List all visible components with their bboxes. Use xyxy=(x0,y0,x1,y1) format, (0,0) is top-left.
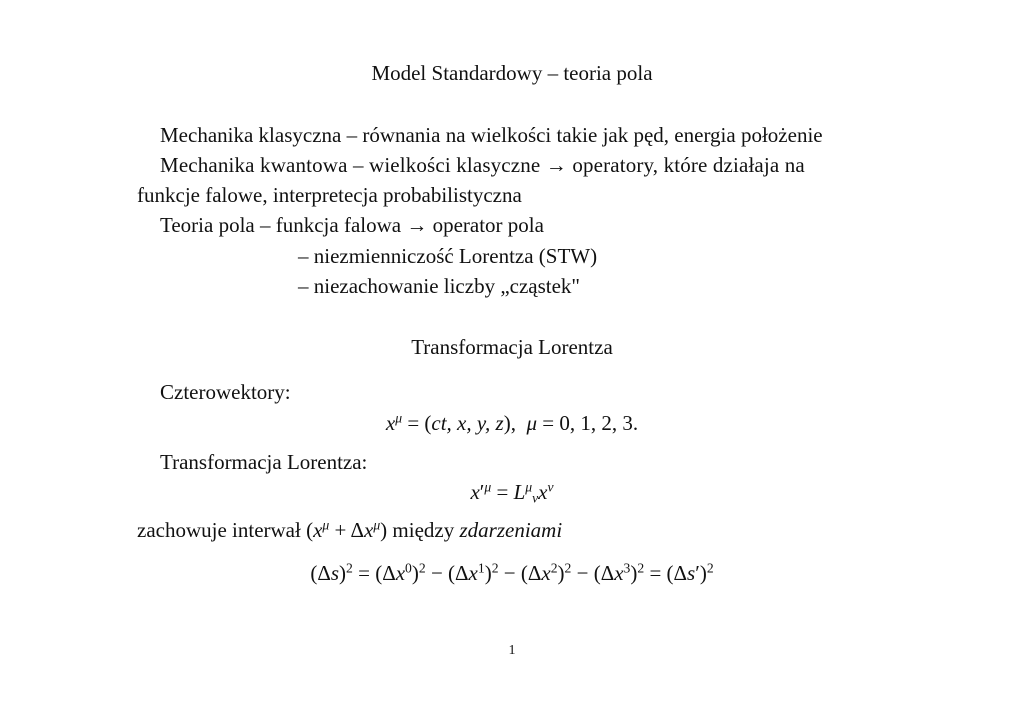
equation-four-vector: $x^\mu = (ct$, x, y, z), μ = 0, 1, 2, 3. xyxy=(385,410,639,435)
paragraph-quantum-mechanics-continued: funkcje falowe, interpretecja probabilistyczna xyxy=(137,183,522,207)
equation-interval: $(\Delta s)^2 = (\Delta x^0)^2 - (\Delta x^1)^2 - (\Delta x^2)^2 - (\Delta x^3)^2 = (\Delta s')^2$ xyxy=(310,560,714,585)
interval-middle: między xyxy=(392,518,455,542)
interval-prefix: zachowuje interwał xyxy=(137,518,301,542)
list-item-lorentz-invariance: – niezmienniczość Lorentza (STW) xyxy=(298,244,598,268)
paragraph-field-theory: Teoria pola – funkcja falowa → operator pola xyxy=(160,213,544,237)
paragraph-classical-mechanics: Mechanika klasyczna – równania na wielkości takie jak pęd, energia położenie xyxy=(160,123,823,147)
document-title: Model Standardowy – teoria pola xyxy=(371,61,653,85)
section-title: Transformacja Lorentza xyxy=(411,335,613,359)
page-number: 1 xyxy=(508,643,516,658)
label-lorentz-transformation: Transformacja Lorentza: xyxy=(160,450,368,474)
interval-emphasis: zdarzeniami xyxy=(459,518,563,542)
interval-sentence: zachowuje interwał $(x^\mu + \Delta x^\mu)$ między zdarzeniami xyxy=(137,517,563,542)
paragraph-quantum-mechanics: Mechanika kwantowa – wielkości klasyczne → operatory, które działaja na xyxy=(160,153,805,177)
list-item-particle-number: – niezachowanie liczby „cząstek" xyxy=(298,274,581,298)
label-four-vectors: Czterowektory: xyxy=(160,380,291,404)
equation-lorentz-transformation: $x'^\mu = L^\mu_\nu x^\nu$ xyxy=(470,479,554,506)
